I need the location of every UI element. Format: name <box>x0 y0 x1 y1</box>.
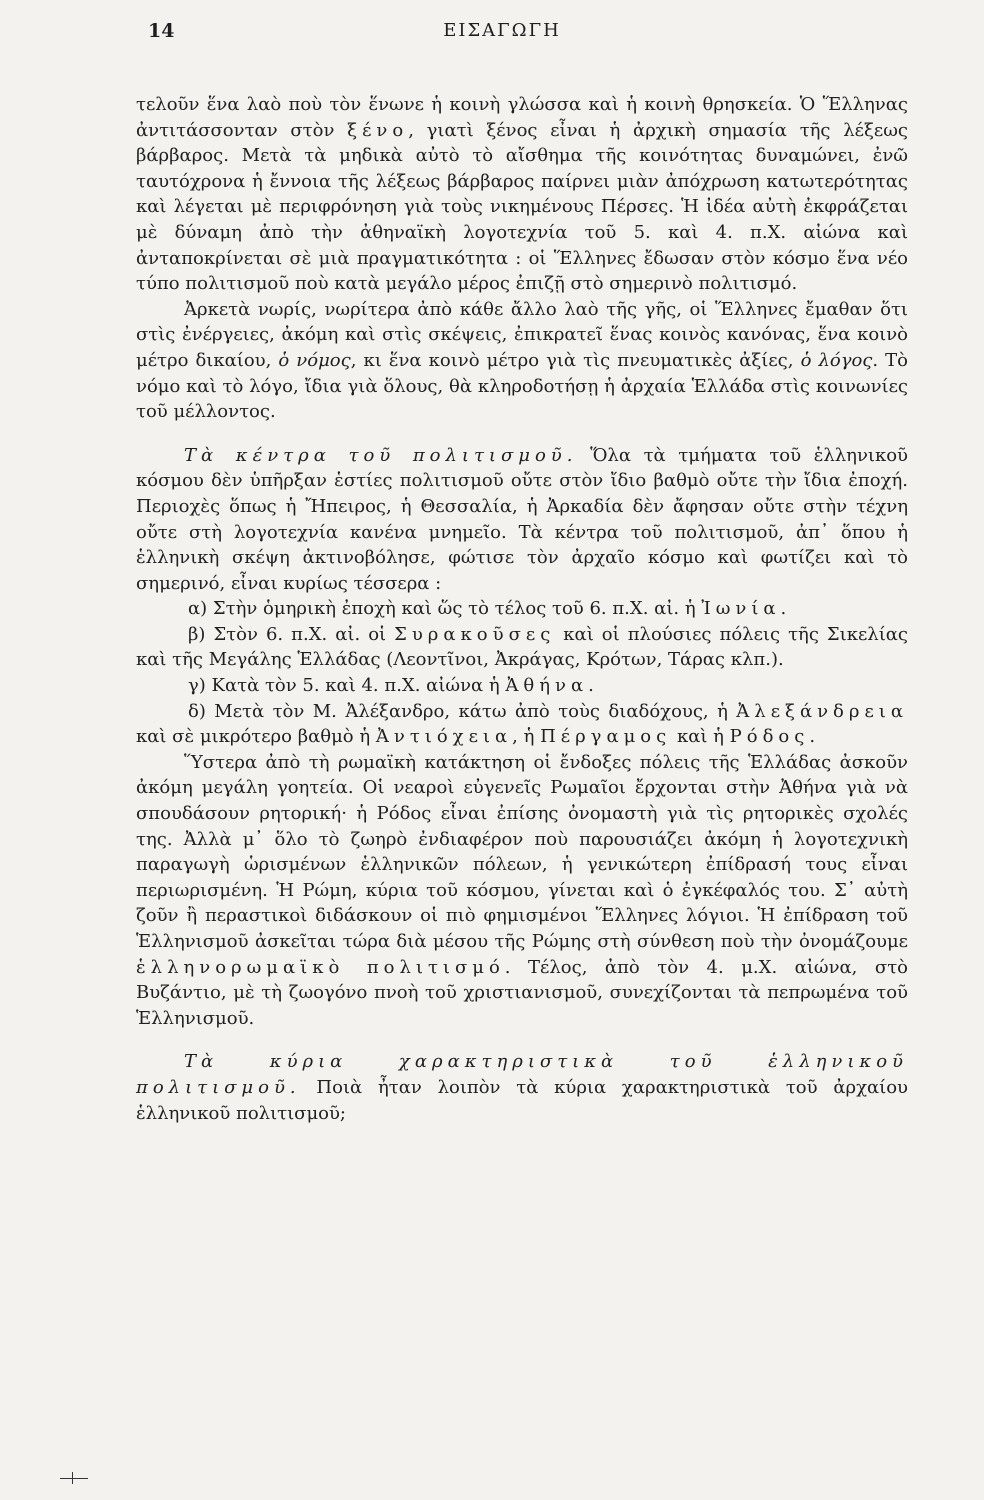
page-header <box>130 20 874 50</box>
p2-italic-logos: ὁ λόγος <box>800 349 873 371</box>
list-c-place: Ἀθήνα <box>505 675 589 697</box>
list-d-place-1: Ἀλεξάνδρεια <box>736 700 908 722</box>
p3-text: Ὅλα τὰ τμήματα τοῦ ἑλληνικοῦ κόσμου δὲν ὑπῆρξαν ἑστίες πολιτισμοῦ οὔτε στὸν ἴδιο βαθμὸ οὔτε τὴν ἴδια ἐποχή. Περιοχὲς ὅπως ἡ Ἤπειρος, ἡ Θεσσαλία, ἡ Ἀρκαδία δὲν ἄφησαν οὔτε στὴν τέχνη οὔτε στὴ λογοτεχνία κανένα μνημεῖο. Τὰ κέντρα τοῦ πολιτισμοῦ, ἀπ᾽ ὅπου ἡ ἑλληνικὴ σκέψη ἀκτινοβόλησε, φώτισε τὸν ἀρχαῖο κόσμο καὶ φωτίζει καὶ τὸ σημερινό, εἶναι κυρίως τέσσερα : <box>136 444 908 594</box>
section-heading-characteristics: Τὰ κύρια χαρακτηριστικὰ τοῦ ἑλληνικοῦ πολιτισμοῦ. <box>136 1051 908 1098</box>
p2-text-e: . Τὸ νόμο καὶ τὸ λόγο, ἴδια γιὰ ὅλους, θὰ κληροδοτήσῃ ἡ ἀρχαία Ἑλλάδα στὶς κοινωνίες τοῦ μέλλοντος. <box>136 349 909 423</box>
list-d-end: . <box>809 726 816 748</box>
page-number: 14 <box>148 20 175 42</box>
list-d-mid: καὶ σὲ μικρότερο βαθμὸ ἡ <box>136 726 376 748</box>
paragraph-5 <box>136 1049 908 1126</box>
list-b-text: β) Στὸν 6. π.Χ. αἰ. οἱ <box>188 623 395 645</box>
list-d-mid3: καὶ ἡ <box>671 726 730 748</box>
p4-text-a: Ὕστερα ἀπὸ τὴ ρωμαϊκὴ κατάκτηση οἱ ἔνδοξες πόλεις τῆς Ἑλλάδας ἀσκοῦν ἀκόμη μεγάλη γοητεία. Οἱ νεαροὶ εὐγενεῖς Ρωμαῖοι ἔρχονται στὴν Ἀθήνα γιὰ νὰ σπουδάσουν ρητορική· ἡ Ρόδος εἶναι ἐπίσης ὀνομαστὴ γιὰ τὶς ρητορικὲς σχολές της. Ἀλλὰ μ᾽ ὅλο τὸ ζωηρὸ ἐνδιαφέρον ποὺ παρουσιάζει ἀκόμη ἡ λογοτεχνικὴ παραγωγὴ ὡρισμένων ἑλληνικῶν πόλεων, ἡ γενικώτερη ἐπίδρασή τους εἶναι περιωρισμένη. Ἡ Ρώμη, κύρια τοῦ κόσμου, γίνεται καὶ ὁ ἐγκέφαλός του. Σ᾽ αὐτὴ ζοῦν ἢ περαστικοὶ διδάσκουν οἱ πιὸ φημισμένοι Ἕλληνες λόγιοι. Ἡ ἐπίδραση τοῦ Ἑλληνισμοῦ ἀσκεῖται τώρα διὰ μέσου τῆς Ρώμης στὴ σύνθεση ποὺ τὴν ὀνομάζουμε <box>136 751 908 952</box>
running-head: ΕΙΣΑΓΩΓΗ <box>443 20 561 41</box>
p2-text-a: Ἀρκετὰ νωρίς, νωρίτερα ἀπὸ κάθε ἄλλο λαὸ τῆς γῆς, οἱ Ἕλληνες ἔμαθαν ὅτι στὶς ἐνέργειες, ἀκόμη καὶ στὶς σκέψεις, ἐπικρατεῖ ἕνας κοινὸς κανόνας, ἕνα κοινὸ μέτρο δικαίου, <box>136 298 908 371</box>
crop-mark <box>60 1478 88 1479</box>
list-d-text: δ) Μετὰ τὸν Μ. Ἀλέξανδρο, κάτω ἀπὸ τοὺς διαδόχους, ἡ <box>188 700 737 722</box>
p4-text-c: . Τέλος, ἀπὸ τὸν 4. μ.Χ. αἰώνα, στὸ Βυζάντιο, μὲ τὴ ζωογόνο πνοὴ τοῦ χριστιανισμοῦ, συνεχίζονται τὰ πεπρωμένα τοῦ Ἑλληνισμοῦ. <box>136 956 908 1029</box>
list-b-end: καὶ οἱ πλούσιες πόλεις τῆς Σικελίας καὶ τῆς Μεγάλης Ἑλλάδας (Λεοντῖνοι, Ἀκράγας, Κρότων, Τάρας κλπ.). <box>136 623 908 671</box>
p2-italic-nomos: ὁ νόμος <box>278 349 351 371</box>
list-item-a <box>136 596 908 622</box>
paragraph-2 <box>136 297 908 425</box>
p2-text-c: , κι ἕνα κοινὸ μέτρο γιὰ τὶς πνευματικὲς ἀξίες, <box>350 349 801 371</box>
p1-spaced-word: ξένο <box>347 119 409 141</box>
p5-text: Ποιὰ ἦταν λοιπὸν τὰ κύρια χαρακτηριστικὰ τοῦ ἀρχαίου ἑλληνικοῦ πολιτισμοῦ; <box>136 1076 908 1124</box>
list-c-end: . <box>588 675 594 697</box>
list-a-place: Ἰωνία <box>701 598 781 620</box>
paragraph-4 <box>136 750 908 1032</box>
list-a-end: . <box>780 598 787 620</box>
body-text <box>136 92 908 1126</box>
list-item-c <box>136 673 908 699</box>
list-d-place-4: Ρόδος <box>729 726 810 748</box>
list-a-text: α) Στὴν ὁμηρικὴ ἐποχὴ καὶ ὥς τὸ τέλος τοῦ 6. π.Χ. αἰ. ἡ <box>188 598 702 620</box>
p1-text-a: τελοῦν ἕνα λαὸ ποὺ τὸν ἕνωνε ἡ κοινὴ γλώσσα καὶ ἡ κοινὴ θρησκεία. Ὁ Ἕλληνας ἀντιτάσσονταν στὸν <box>136 94 908 141</box>
p1-text-c: , γιατὶ ξένος εἶναι ἡ ἀρχικὴ σημασία τῆς λέξεως βάρβαρος. Μετὰ τὰ μηδικὰ αὐτὸ τὸ αἴσθημα τῆς κοινότητας δυναμώνει, ἐνῶ ταυτόχρονα ἡ ἔννοια τῆς λέξεως βάρβαρος παίρνει μιὰν ἀπόχρωση κατωτερότητας καὶ λέγεται μὲ περιφρόνηση γιὰ τοὺς νικημένους Πέρσες. Ἡ ἰδέα αὐτὴ ἐκφράζεται μὲ δύναμη ἀπὸ τὴν ἀθηναϊκὴ λογοτεχνία τοῦ 5. καὶ 4. π.Χ. αἰώνα καὶ ἀνταποκρίνεται σὲ μιὰ πραγματικότητα : οἱ Ἕλληνες ἔδωσαν στὸν κόσμο ἕνα νέο τύπο πολιτισμοῦ ποὺ κατὰ μεγάλο μέρος ἐπιζῇ στὸ σημερινὸ πολιτισμό. <box>136 119 908 295</box>
list-d-place-2: Ἀντιόχεια <box>375 726 513 748</box>
p4-spaced-term: ἑλληνορωμαϊκὸ πολιτισμό <box>136 956 505 978</box>
list-item-d <box>136 699 908 750</box>
section-heading-centers: Τὰ κέντρα τοῦ πολιτισμοῦ. <box>184 444 578 466</box>
list-b-place: Συρακοῦσες <box>394 623 556 645</box>
list-c-text: γ) Κατὰ τὸν 5. καὶ 4. π.Χ. αἰώνα ἡ <box>188 675 506 697</box>
paragraph-1 <box>136 92 908 297</box>
list-d-place-3: Πέργαμος <box>540 726 672 748</box>
list-d-mid2: , ἡ <box>512 726 541 748</box>
list-item-b <box>136 622 908 673</box>
paragraph-3 <box>136 443 908 597</box>
